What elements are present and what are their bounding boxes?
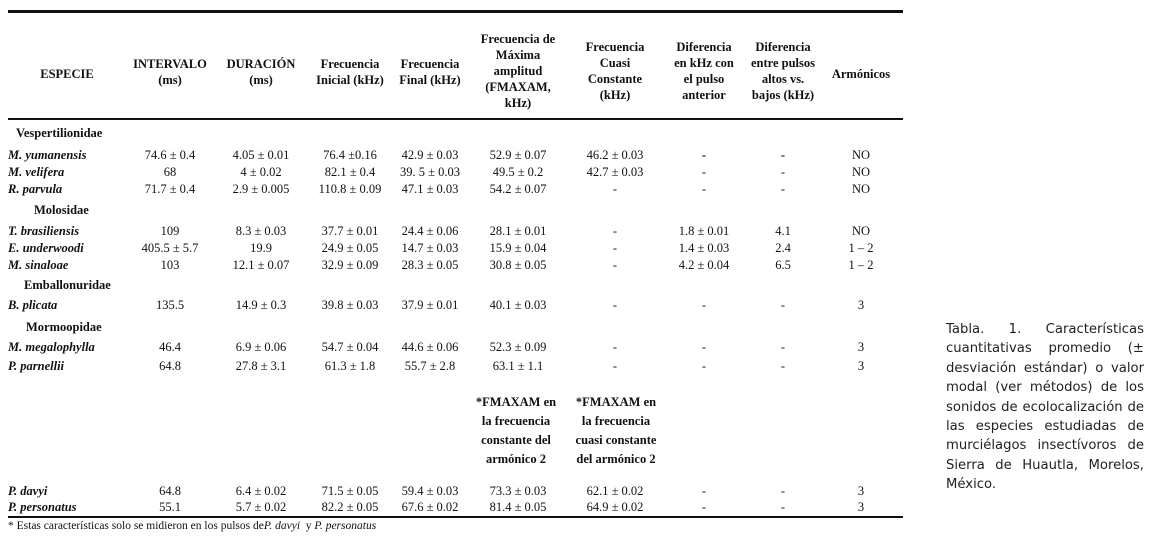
cell-intervalo: 405.5 ± 5.7: [141, 241, 199, 255]
cell-dif-anterior: -: [701, 500, 707, 514]
cell-dif-altos-bajos: -: [780, 148, 786, 162]
cell-dif-anterior: -: [701, 165, 707, 179]
cell-f-inicial: 61.3 ± 1.8: [324, 359, 376, 373]
table-footnote: [8, 519, 376, 533]
species-name: E. underwoodi: [8, 241, 84, 255]
cell-intervalo: 103: [160, 258, 180, 272]
cell-armonicos: NO: [851, 165, 871, 179]
cell-dif-anterior: 1.4 ± 0.03: [678, 241, 730, 255]
cell-f-inicial: 24.9 ± 0.05: [321, 241, 379, 255]
cell-duracion: 5.7 ± 0.02: [235, 500, 287, 514]
cell-duracion: 6.9 ± 0.06: [235, 340, 287, 354]
cell-f-final: 42.9 ± 0.03: [401, 148, 459, 162]
cell-armonicos: NO: [851, 148, 871, 162]
table-row: [8, 297, 903, 314]
species-name: P. personatus: [8, 500, 77, 514]
cell-duracion: 2.9 ± 0.005: [232, 182, 290, 196]
cell-dif-altos-bajos: 2.4: [775, 241, 791, 255]
cell-f-cuasi: -: [612, 182, 618, 196]
cell-intervalo: 64.8: [159, 359, 181, 373]
cell-armonicos: 3: [857, 500, 865, 514]
header-armonicos: Armónicos: [831, 67, 891, 81]
cell-intervalo: 55.1: [159, 500, 181, 514]
cell-f-final: 47.1 ± 0.03: [401, 182, 459, 196]
cell-f-final: 37.9 ± 0.01: [401, 298, 459, 312]
header-diferencia-altos-bajos: Diferencia entre pulsos altos vs. bajos (kHz): [750, 40, 815, 102]
cell-fmaxam: 28.1 ± 0.01: [489, 224, 547, 238]
cell-duracion: 27.8 ± 3.1: [235, 359, 287, 373]
cell-duracion: 8.3 ± 0.03: [235, 224, 287, 238]
cell-intervalo: 64.8: [159, 484, 181, 498]
family-label: Mormoopidae: [26, 320, 102, 334]
cell-armonicos: NO: [851, 182, 871, 196]
cell-intervalo: 109: [160, 224, 180, 238]
cell-dif-anterior: -: [701, 298, 707, 312]
cell-dif-anterior: -: [701, 359, 707, 373]
cell-fmaxam: 15.9 ± 0.04: [489, 241, 547, 255]
table-bottom-rule: [8, 516, 903, 518]
cell-f-final: 39. 5 ± 0.03: [400, 165, 460, 179]
cell-f-cuasi: -: [612, 258, 618, 272]
cell-armonicos: 3: [857, 359, 865, 373]
cell-f-cuasi: -: [612, 359, 618, 373]
species-name: M. velifera: [8, 165, 65, 179]
header-diferencia-anterior: Diferencia en kHz con el pulso anterior: [674, 40, 734, 102]
cell-dif-anterior: 4.2 ± 0.04: [678, 258, 730, 272]
header-frecuencia-cuasi: Frecuencia Cuasi Constante (kHz): [585, 40, 645, 102]
header-intervalo: INTERVALO (ms): [133, 57, 207, 87]
header-frecuencia-inicial: Frecuencia Inicial (kHz): [316, 57, 384, 87]
table-row: [8, 164, 903, 181]
species-name: R. parvula: [8, 182, 63, 196]
cell-dif-altos-bajos: -: [780, 500, 786, 514]
header-duracion: DURACIÓN (ms): [226, 57, 296, 87]
cell-fmaxam: 52.3 ± 0.09: [489, 340, 547, 354]
cell-fmaxam: 49.5 ± 0.2: [492, 165, 544, 179]
cell-f-final: 14.7 ± 0.03: [401, 241, 459, 255]
cell-duracion: 4 ± 0.02: [240, 165, 282, 179]
table-row: [8, 223, 903, 240]
cell-fmaxam: 52.9 ± 0.07: [489, 148, 547, 162]
cell-duracion: 19.9: [250, 241, 272, 255]
cell-fmaxam: 81.4 ± 0.05: [489, 500, 547, 514]
cell-intervalo: 46.4: [159, 340, 181, 354]
footnote-species-1: P. davyi: [263, 520, 301, 532]
cell-armonicos: 3: [857, 340, 865, 354]
table-header-rule: [8, 118, 903, 120]
species-name: M. megalophylla: [8, 340, 95, 354]
cell-f-inicial: 110.8 ± 0.09: [318, 182, 382, 196]
cell-dif-anterior: 1.8 ± 0.01: [678, 224, 730, 238]
header-fmaxam: Frecuencia de Máxima amplitud (FMAXAM, kHz): [480, 32, 556, 110]
cell-f-final: 24.4 ± 0.06: [401, 224, 459, 238]
table-row: [8, 240, 903, 257]
subheader-fmaxam-cuasi: *FMAXAM en la frecuencia cuasi constante del armónico 2: [575, 395, 657, 466]
cell-f-inicial: 71.5 ± 0.05: [321, 484, 379, 498]
cell-f-cuasi: -: [612, 224, 618, 238]
cell-intervalo: 71.7 ± 0.4: [144, 182, 196, 196]
cell-f-cuasi: -: [612, 340, 618, 354]
cell-dif-anterior: -: [701, 148, 707, 162]
species-name: M. sinaloae: [8, 258, 69, 272]
cell-dif-altos-bajos: -: [780, 182, 786, 196]
cell-dif-altos-bajos: -: [780, 165, 786, 179]
cell-dif-altos-bajos: 4.1: [775, 224, 791, 238]
table-row: [8, 339, 903, 356]
cell-fmaxam: 30.8 ± 0.05: [489, 258, 547, 272]
table-row: [8, 499, 903, 516]
family-label: Molosidae: [34, 203, 89, 217]
family-label: Vespertilionidae: [16, 126, 103, 140]
cell-dif-altos-bajos: -: [780, 298, 786, 312]
family-label: Emballonuridae: [24, 278, 111, 292]
cell-intervalo: 74.6 ± 0.4: [144, 148, 196, 162]
cell-f-inicial: 39.8 ± 0.03: [321, 298, 379, 312]
cell-f-cuasi: -: [612, 298, 618, 312]
cell-duracion: 6.4 ± 0.02: [235, 484, 287, 498]
footnote-species-2: P. personatus: [314, 520, 377, 532]
cell-f-inicial: 82.2 ± 0.05: [321, 500, 379, 514]
table-row: [8, 483, 903, 500]
table-top-rule: [8, 10, 903, 13]
table-row: [8, 181, 903, 198]
cell-f-cuasi: 46.2 ± 0.03: [586, 148, 644, 162]
species-name: P. davyi: [8, 484, 48, 498]
cell-duracion: 4.05 ± 0.01: [232, 148, 290, 162]
species-name: B. plicata: [8, 298, 58, 312]
cell-armonicos: NO: [851, 224, 871, 238]
cell-f-inicial: 32.9 ± 0.09: [321, 258, 379, 272]
cell-fmaxam: 54.2 ± 0.07: [489, 182, 547, 196]
species-name: M. yumanensis: [8, 148, 87, 162]
cell-f-final: 59.4 ± 0.03: [401, 484, 459, 498]
table-row: [8, 147, 903, 164]
cell-fmaxam: 40.1 ± 0.03: [489, 298, 547, 312]
footnote-text: * Estas características solo se midieron en los pulsos de: [8, 520, 264, 532]
cell-intervalo: 68: [163, 165, 177, 179]
cell-dif-anterior: -: [701, 484, 707, 498]
cell-f-cuasi: 62.1 ± 0.02: [586, 484, 644, 498]
cell-f-cuasi: 42.7 ± 0.03: [586, 165, 644, 179]
cell-duracion: 12.1 ± 0.07: [232, 258, 290, 272]
header-especie: ESPECIE: [40, 67, 94, 81]
cell-f-final: 28.3 ± 0.05: [401, 258, 459, 272]
subheader-fmaxam-constante: *FMAXAM en la frecuencia constante del armónico 2: [475, 395, 557, 466]
cell-armonicos: 3: [857, 484, 865, 498]
cell-dif-altos-bajos: -: [780, 359, 786, 373]
table-row: [8, 257, 903, 274]
cell-armonicos: 1 – 2: [848, 258, 874, 272]
cell-f-final: 44.6 ± 0.06: [401, 340, 459, 354]
header-frecuencia-final: Frecuencia Final (kHz): [399, 57, 461, 87]
cell-dif-altos-bajos: -: [780, 484, 786, 498]
cell-f-inicial: 82.1 ± 0.4: [324, 165, 376, 179]
cell-f-cuasi: -: [612, 241, 618, 255]
cell-armonicos: 3: [857, 298, 865, 312]
cell-dif-anterior: -: [701, 182, 707, 196]
cell-f-cuasi: 64.9 ± 0.02: [586, 500, 644, 514]
cell-f-inicial: 54.7 ± 0.04: [321, 340, 379, 354]
species-name: T. brasiliensis: [8, 224, 80, 238]
footnote-connector: y: [300, 520, 315, 532]
table-row: [8, 358, 903, 375]
table-caption: Tabla. 1. Características cuantitativas promedio (± desviación estándar) o valor modal (ver métodos) de los sonidos de ecolocalización de las especies estudiadas de murciélagos insectívoros de Sierra de Huautla, Morelos, México.: [946, 322, 1144, 493]
cell-f-inicial: 76.4 ±0.16: [323, 148, 377, 162]
cell-intervalo: 135.5: [155, 298, 185, 312]
cell-armonicos: 1 – 2: [848, 241, 874, 255]
cell-f-final: 67.6 ± 0.02: [401, 500, 459, 514]
species-name: P. parnellii: [8, 359, 65, 373]
cell-fmaxam: 63.1 ± 1.1: [492, 359, 544, 373]
cell-dif-anterior: -: [701, 340, 707, 354]
cell-fmaxam: 73.3 ± 0.03: [489, 484, 547, 498]
cell-duracion: 14.9 ± 0.3: [235, 298, 287, 312]
cell-dif-altos-bajos: -: [780, 340, 786, 354]
cell-f-final: 55.7 ± 2.8: [404, 359, 456, 373]
cell-dif-altos-bajos: 6.5: [775, 258, 791, 272]
cell-f-inicial: 37.7 ± 0.01: [321, 224, 379, 238]
